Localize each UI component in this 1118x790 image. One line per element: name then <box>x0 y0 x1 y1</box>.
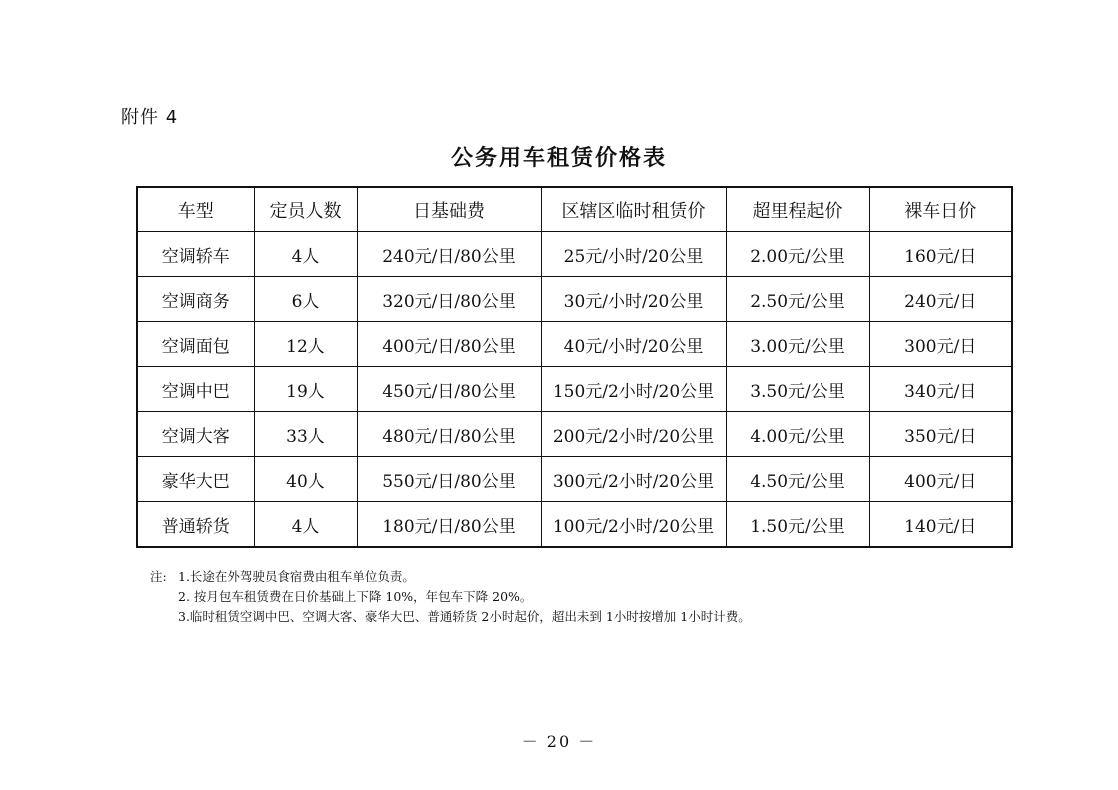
table-cell: 140元/日 <box>869 502 1012 548</box>
table-cell: 空调商务 <box>137 277 254 322</box>
table-cell: 空调大客 <box>137 412 254 457</box>
table-row <box>137 367 1012 412</box>
table-cell: 25元/小时/20公里 <box>541 232 726 277</box>
table-cell: 空调中巴 <box>137 367 254 412</box>
note-item <box>150 587 751 607</box>
table-cell: 240元/日/80公里 <box>357 232 541 277</box>
table-cell: 空调面包 <box>137 322 254 367</box>
note-text: 2. 按月包车租赁费在日价基础上下降 10%，年包车下降 20%。 <box>178 589 533 604</box>
table-row <box>137 322 1012 367</box>
table-cell: 480元/日/80公里 <box>357 412 541 457</box>
table-cell: 300元/2小时/20公里 <box>541 457 726 502</box>
table-cell: 6人 <box>254 277 357 322</box>
table-cell: 4.50元/公里 <box>726 457 869 502</box>
table-cell: 3.00元/公里 <box>726 322 869 367</box>
table-cell: 40元/小时/20公里 <box>541 322 726 367</box>
column-header-daily-base-fee: 日基础费 <box>357 187 541 232</box>
table-cell: 豪华大巴 <box>137 457 254 502</box>
table-cell: 400元/日/80公里 <box>357 322 541 367</box>
table-cell: 180元/日/80公里 <box>357 502 541 548</box>
table-cell: 200元/2小时/20公里 <box>541 412 726 457</box>
table-cell: 320元/日/80公里 <box>357 277 541 322</box>
note-text: 1.长途在外驾驶员食宿费由租车单位负责。 <box>178 569 415 584</box>
table-cell: 550元/日/80公里 <box>357 457 541 502</box>
note-item <box>150 607 751 627</box>
table-cell: 300元/日 <box>869 322 1012 367</box>
table-cell: 4人 <box>254 502 357 548</box>
table-cell: 2.50元/公里 <box>726 277 869 322</box>
table-cell: 33人 <box>254 412 357 457</box>
column-header-capacity: 定员人数 <box>254 187 357 232</box>
table-cell: 普通轿货 <box>137 502 254 548</box>
table-cell: 150元/2小时/20公里 <box>541 367 726 412</box>
table-header-row <box>137 187 1012 232</box>
table-row <box>137 277 1012 322</box>
notes-prefix: 注: <box>150 569 167 584</box>
table-row <box>137 232 1012 277</box>
attachment-label: 附件 4 <box>121 107 179 128</box>
table-cell: 19人 <box>254 367 357 412</box>
notes-section <box>150 567 751 627</box>
table-cell: 30元/小时/20公里 <box>541 277 726 322</box>
column-header-temporary-rental-price: 区辖区临时租赁价 <box>541 187 726 232</box>
table-cell: 160元/日 <box>869 232 1012 277</box>
table-cell: 340元/日 <box>869 367 1012 412</box>
table-row <box>137 502 1012 548</box>
table-row <box>137 457 1012 502</box>
price-table <box>136 186 1013 548</box>
table-cell: 40人 <box>254 457 357 502</box>
page-title: 公务用车租赁价格表 <box>450 146 667 171</box>
table-cell: 12人 <box>254 322 357 367</box>
table-cell: 450元/日/80公里 <box>357 367 541 412</box>
table-cell: 100元/2小时/20公里 <box>541 502 726 548</box>
page-number: － 20 － <box>521 732 597 751</box>
table-row <box>137 412 1012 457</box>
table-cell: 350元/日 <box>869 412 1012 457</box>
table-cell: 400元/日 <box>869 457 1012 502</box>
table-cell: 2.00元/公里 <box>726 232 869 277</box>
column-header-bare-car-daily-price: 裸车日价 <box>869 187 1012 232</box>
table-cell: 240元/日 <box>869 277 1012 322</box>
table-cell: 1.50元/公里 <box>726 502 869 548</box>
note-text: 3.临时租赁空调中巴、空调大客、豪华大巴、普通轿货 2小时起价，超出未到 1小时按增加 1小时计费。 <box>178 609 751 624</box>
note-item <box>150 567 751 587</box>
column-header-over-mileage-price: 超里程起价 <box>726 187 869 232</box>
table-cell: 3.50元/公里 <box>726 367 869 412</box>
table-cell: 4.00元/公里 <box>726 412 869 457</box>
table-cell: 4人 <box>254 232 357 277</box>
column-header-vehicle-type: 车型 <box>137 187 254 232</box>
table-cell: 空调轿车 <box>137 232 254 277</box>
